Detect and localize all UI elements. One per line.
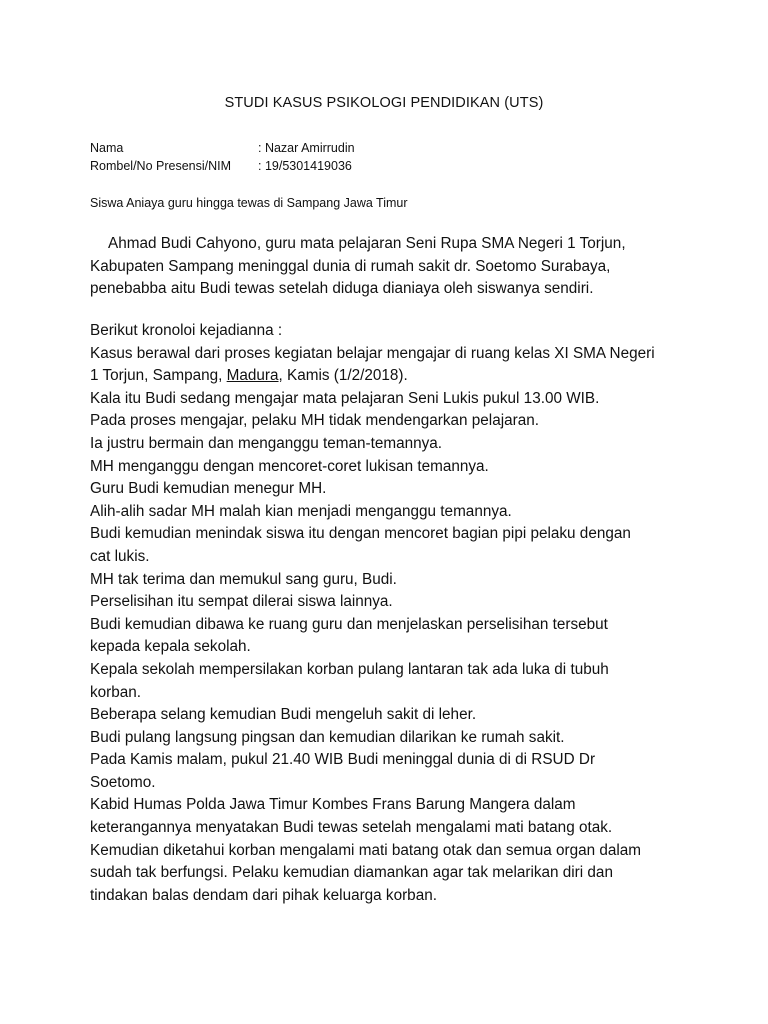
paragraph-line: keterangannya menyatakan Budi tewas setelah mengalami mati batang otak. [90,819,613,837]
meta-label-name: Nama [90,141,124,155]
paragraph-line: Kala itu Budi sedang mengajar mata pelajaran Seni Lukis pukul 13.00 WIB. [90,389,600,407]
paragraph-line: Kemudian diketahui korban mengalami mati batang otak dan semua organ dalam [90,841,642,859]
text-segment: , Kamis (1/2/2018). [278,367,408,385]
paragraph-line: Ia justru bermain dan menganggu teman-temannya. [90,434,443,452]
page-title: STUDI KASUS PSIKOLOGI PENDIDIKAN (UTS) [224,95,544,111]
kronologi-heading: Berikut kronoloi kejadianna : [90,322,283,339]
meta-row-nim [90,157,352,175]
case-subtitle: Siswa Aniaya guru hingga tewas di Sampang Jawa Timur [90,196,408,210]
paragraph-line: MH menganggu dengan mencoret-coret lukisan temannya. [90,457,489,475]
meta-label-nim: Rombel/No Presensi/NIM [90,159,232,173]
paragraph-line: Soetomo. [90,773,156,791]
paragraph-line: Budi kemudian dibawa ke ruang guru dan menjelaskan perselisihan tersebut [90,615,608,633]
paragraph-line: Kabid Humas Polda Jawa Timur Kombes Frans Barung Mangera dalam [90,796,576,814]
paragraph-line: sudah tak berfungsi. Pelaku kemudian diamankan agar tak melarikan diri dan [90,864,613,882]
paragraph-line: Kasus berawal dari proses kegiatan belajar mengajar di ruang kelas XI SMA Negeri [90,344,655,362]
paragraph-line: Kepala sekolah mempersilakan korban pulang lantaran tak ada luka di tubuh [90,660,609,678]
meta-value-name: : Nazar Amirrudin [258,141,355,155]
paragraph-line: Pada proses mengajar, pelaku MH tidak mendengarkan pelajaran. [90,412,539,430]
paragraph-line: penebabba aitu Budi tewas setelah diduga dianiaya oleh siswanya sendiri. [90,280,594,298]
madura-link[interactable]: Madura [226,367,279,385]
paragraph-line: Budi kemudian menindak siswa itu dengan mencoret bagian pipi pelaku dengan [90,525,631,543]
paragraph-line: Guru Budi kemudian menegur MH. [90,480,327,498]
paragraph-line: Kabupaten Sampang meninggal dunia di rumah sakit dr. Soetomo Surabaya, [90,257,611,275]
paragraph-line: Alih-alih sadar MH malah kian menjadi menganggu temannya. [90,502,512,520]
paragraph-line: Budi pulang langsung pingsan dan kemudian dilarikan ke rumah sakit. [90,728,565,746]
text-segment: 1 Torjun, Sampang, [90,367,227,385]
paragraph-intro [90,233,690,301]
paragraph-line [90,365,690,388]
meta-value-nim: : 19/5301419036 [258,159,352,173]
paragraph-line: cat lukis. [90,547,150,565]
meta-row-name [90,139,355,157]
paragraph-line: kepada kepala sekolah. [90,638,251,656]
paragraph-line: Perselisihan itu sempat dilerai siswa lainnya. [90,593,393,611]
paragraph-line: MH tak terima dan memukul sang guru, Budi. [90,570,397,588]
paragraph-line: korban. [90,683,142,701]
paragraph-line: tindakan balas dendam dari pihak keluarga korban. [90,886,437,904]
paragraph-kronologi [90,320,690,907]
paragraph-line: Ahmad Budi Cahyono, guru mata pelajaran Seni Rupa SMA Negeri 1 Torjun, [108,235,626,252]
paragraph-line: Beberapa selang kemudian Budi mengeluh sakit di leher. [90,706,477,724]
paragraph-line: Pada Kamis malam, pukul 21.40 WIB Budi meninggal dunia di di RSUD Dr [90,751,596,769]
